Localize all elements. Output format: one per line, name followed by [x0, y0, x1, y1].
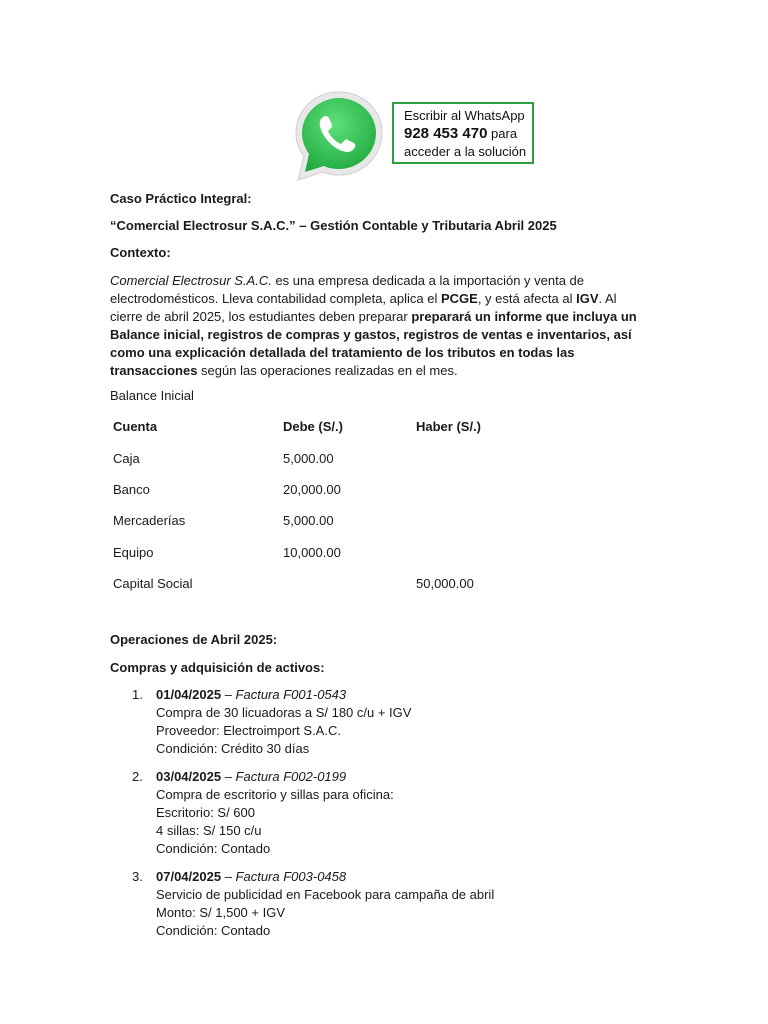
context-heading: Contexto:: [110, 245, 171, 260]
item-line: Monto: S/ 1,500 + IGV: [156, 905, 285, 920]
item-line: Condición: Contado: [156, 841, 271, 856]
item-dash: –: [221, 869, 236, 884]
item-invoice: Factura F001-0543: [235, 687, 347, 702]
purchases-heading: Compras y adquisición de activos:: [110, 660, 325, 675]
list-item: [110, 768, 630, 858]
cell-haber: 50,000.00: [416, 576, 474, 591]
cell-account: Capital Social: [113, 576, 193, 591]
cell-debe: 5,000.00: [283, 513, 334, 528]
item-dash: –: [221, 769, 236, 784]
context-bold-text: preparará un informe que incluya un Balance inicial, registros de compras y gastos, registros de ventas e inventarios, así como una explicación detallada del tratamiento de los tributos en todas las transacciones: [110, 309, 637, 378]
item-line: Condición: Contado: [156, 923, 271, 938]
item-line: Proveedor: Electroimport S.A.C.: [156, 723, 341, 738]
context-text-2: , y está afecta al: [477, 291, 577, 306]
item-line: Escritorio: S/ 600: [156, 805, 255, 820]
item-line: Servicio de publicidad en Facebook para campaña de abril: [156, 887, 495, 902]
context-text-3: . Al cierre de abril 2025, los estudiantes deben preparar: [110, 291, 617, 324]
pcge-term: PCGE: [440, 291, 478, 306]
item-invoice: Factura F002-0199: [235, 769, 347, 784]
whatsapp-line3: acceder a la solución: [404, 144, 527, 159]
cell-debe: 10,000.00: [283, 545, 341, 560]
doc-subtitle: “Comercial Electrosur S.A.C.” – Gestión Contable y Tributaria Abril 2025: [110, 218, 557, 233]
item-date: 07/04/2025: [156, 869, 222, 884]
item-date: 03/04/2025: [156, 769, 222, 784]
item-invoice: Factura F003-0458: [235, 869, 347, 884]
cell-account: Equipo: [113, 545, 154, 560]
cell-account: Mercaderías: [113, 513, 186, 528]
item-line: Compra de escritorio y sillas para oficina:: [156, 787, 394, 802]
item-date: 01/04/2025: [156, 687, 222, 702]
operations-heading: Operaciones de Abril 2025:: [110, 632, 278, 647]
list-item: [110, 686, 630, 758]
item-number: 2.: [132, 769, 143, 784]
item-number: 3.: [132, 869, 143, 884]
whatsapp-callout[interactable]: [392, 102, 534, 164]
cell-debe: 5,000.00: [283, 451, 334, 466]
item-line: Compra de 30 licuadoras a S/ 180 c/u + IGV: [156, 705, 412, 720]
cell-account: Caja: [113, 451, 140, 466]
header-haber: Haber (S/.): [416, 419, 482, 434]
whatsapp-icon[interactable]: [288, 86, 390, 186]
whatsapp-number-suffix: para: [487, 126, 518, 141]
item-dash: –: [221, 687, 236, 702]
cell-debe: 20,000.00: [283, 482, 341, 497]
item-line: 4 sillas: S/ 150 c/u: [156, 823, 262, 838]
header-debe: Debe (S/.): [283, 419, 343, 434]
igv-term: IGV: [576, 291, 599, 306]
item-number: 1.: [132, 687, 143, 702]
doc-title: Caso Práctico Integral:: [110, 191, 252, 206]
item-line: Condición: Crédito 30 días: [156, 741, 310, 756]
operations-list: [110, 686, 630, 950]
list-item: [110, 868, 630, 940]
cell-account: Banco: [113, 482, 150, 497]
header-cuenta: Cuenta: [113, 419, 158, 434]
whatsapp-line1: Escribir al WhatsApp: [404, 108, 525, 123]
balance-heading: Balance Inicial: [110, 388, 194, 403]
company-name: Comercial Electrosur S.A.C.: [110, 273, 272, 288]
whatsapp-number: 928 453 470: [404, 125, 488, 142]
context-text-1: es una empresa dedicada a la importación y venta de electrodomésticos. Lleva contabilidad completa, aplica el: [110, 273, 585, 306]
context-paragraph: [110, 272, 650, 380]
context-text-4: según las operaciones realizadas en el mes.: [197, 363, 458, 378]
